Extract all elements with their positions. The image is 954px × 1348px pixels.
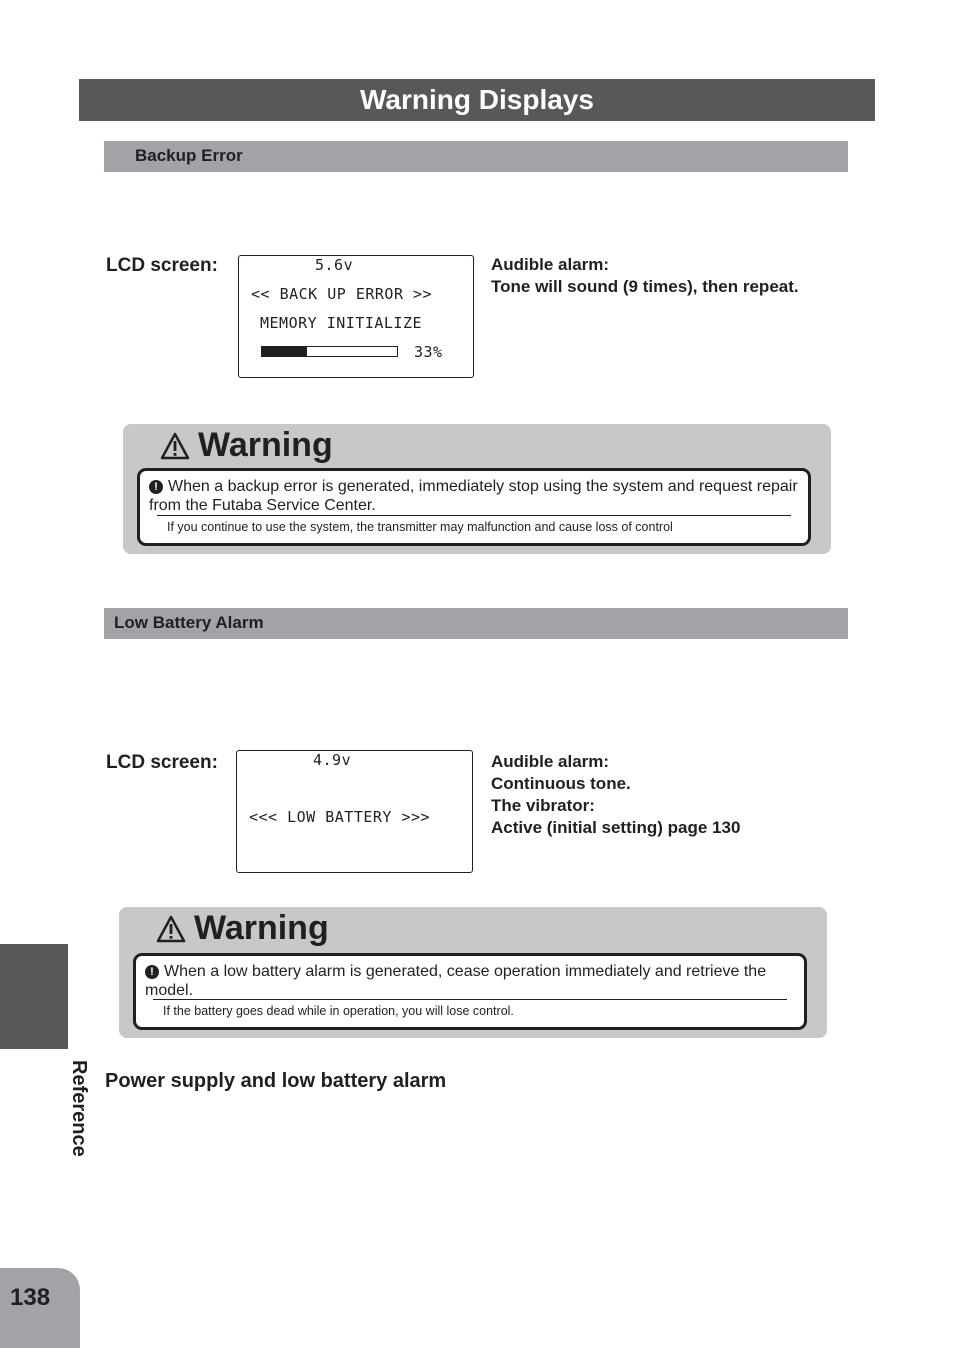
lcd-line-low-battery: <<< LOW BATTERY >>> bbox=[249, 808, 431, 826]
audible-alarm-detail: Tone will sound (9 times), then repeat. bbox=[491, 277, 799, 296]
power-supply-heading: Power supply and low battery alarm bbox=[105, 1070, 447, 1092]
lcd-screen-label: LCD screen: bbox=[106, 752, 218, 773]
warning-divider bbox=[153, 999, 787, 1000]
side-tab-block bbox=[0, 944, 68, 1049]
warning-heading bbox=[156, 909, 329, 948]
warning-main-text: ! When a backup error is generated, immediately stop using the system and request repair from the Futaba Service Center. bbox=[149, 478, 798, 514]
warning-box-low-battery bbox=[119, 907, 827, 1038]
section-heading-low-battery: Low Battery Alarm bbox=[104, 608, 848, 639]
lcd-progress-text: 33% bbox=[414, 343, 443, 361]
audible-alarm-detail: Continuous tone. bbox=[491, 774, 631, 793]
page-reference: page 130 bbox=[667, 818, 741, 837]
side-tab-label: Reference bbox=[68, 1060, 90, 1157]
lcd-voltage: 5.6v bbox=[315, 256, 354, 274]
lcd-screen-low-battery bbox=[236, 750, 473, 873]
warning-triangle-icon bbox=[156, 915, 186, 943]
lcd-screen-label: LCD screen: bbox=[106, 255, 218, 276]
section-heading-backup-error: Backup Error bbox=[104, 141, 848, 172]
warning-main-text: ! When a low battery alarm is generated, cease operation immediately and retrieve the model. bbox=[145, 963, 767, 999]
warning-heading bbox=[160, 426, 333, 465]
exclamation-circle-icon: ! bbox=[145, 965, 159, 979]
exclamation-circle-icon: ! bbox=[149, 480, 163, 494]
lcd-progress-bar bbox=[261, 346, 398, 357]
warning-content bbox=[137, 468, 811, 546]
lcd-line-memory-initialize: MEMORY INITIALIZE bbox=[260, 314, 423, 332]
audible-alarm-label: Audible alarm: bbox=[491, 255, 610, 274]
audible-alarm-low-battery bbox=[491, 751, 740, 839]
audible-alarm-backup bbox=[491, 254, 799, 298]
warning-triangle-icon bbox=[160, 432, 190, 460]
warning-box-backup bbox=[123, 424, 831, 554]
lcd-progress-fill bbox=[262, 347, 307, 356]
warning-title: Warning bbox=[194, 909, 329, 947]
vibrator-detail: Active (initial setting) page 130 bbox=[491, 818, 741, 837]
warning-divider bbox=[157, 515, 791, 516]
lcd-line-backup-error: << BACK UP ERROR >> bbox=[251, 285, 433, 303]
page-title: Warning Displays bbox=[79, 79, 875, 121]
warning-sub-text: If you continue to use the system, the transmitter may malfunction and cause loss of control bbox=[167, 520, 673, 534]
warning-content bbox=[133, 953, 807, 1030]
lcd-screen-backup bbox=[238, 255, 474, 378]
page-number: 138 bbox=[0, 1268, 80, 1348]
audible-alarm-label: Audible alarm: bbox=[491, 752, 610, 771]
lcd-voltage: 4.9v bbox=[313, 751, 352, 769]
warning-title: Warning bbox=[198, 426, 333, 464]
vibrator-label: The vibrator: bbox=[491, 796, 595, 815]
warning-sub-text: If the battery goes dead while in operation, you will lose control. bbox=[163, 1004, 514, 1018]
